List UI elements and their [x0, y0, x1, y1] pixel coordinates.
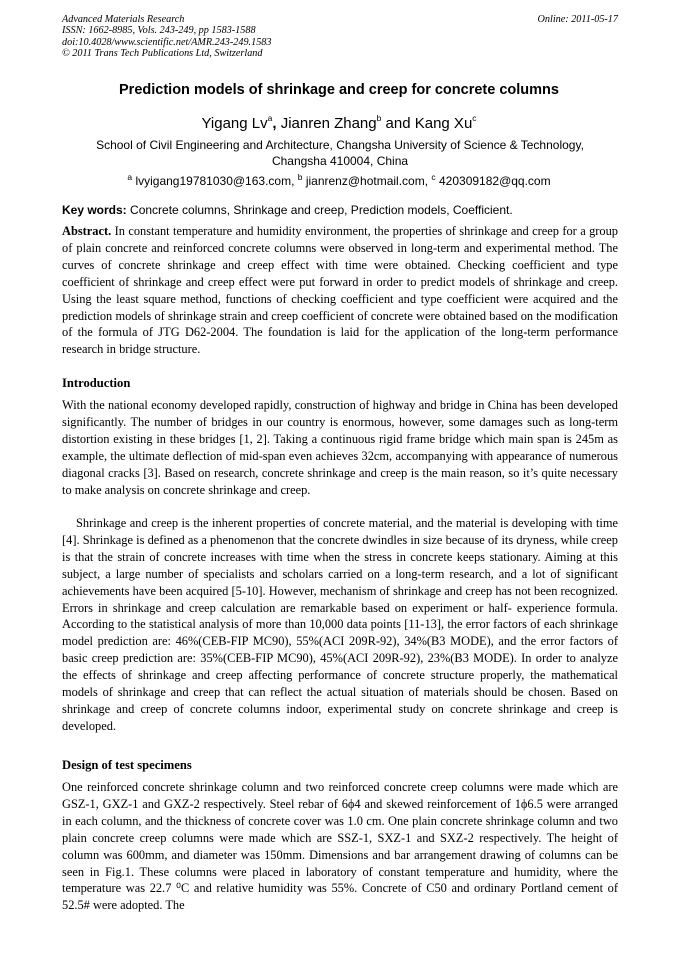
- keywords-text: Concrete columns, Shrinkage and creep, Prediction models, Coefficient.: [126, 203, 513, 217]
- journal-name: Advanced Materials Research: [62, 14, 185, 25]
- author-name: Kang Xu: [414, 115, 473, 132]
- author-superscript: c: [472, 113, 477, 123]
- journal-issn: ISSN: 1662-8985, Vols. 243-249, pp 1583-1588: [62, 25, 256, 37]
- author-separator: ,: [272, 115, 281, 132]
- email-address: lvyigang19781030@163.com: [135, 174, 292, 188]
- paper-title: Prediction models of shrinkage and creep for concrete columns: [119, 82, 559, 98]
- author-name: Yigang Lv: [201, 115, 268, 132]
- keywords: [62, 203, 618, 217]
- email-superscript: c: [431, 172, 436, 182]
- author-superscript: b: [376, 113, 382, 123]
- section-heading-design: Design of test specimens: [62, 758, 192, 772]
- journal-copyright: © 2011 Trans Tech Publications Ltd, Switzerland: [62, 48, 263, 60]
- affiliation-line: School of Civil Engineering and Architecture, Changsha University of Science & Technology,: [96, 138, 584, 152]
- design-paragraph-1: One reinforced concrete shrinkage column and two reinforced concrete creep columns were made which are GSZ-1, GXZ-1 and GXZ-2 respectively. Steel rebar of 6ϕ4 and skewed reinforcement of 1ϕ6.5 were arranged in each column, and the thickness of concrete cover was 1.0 cm. One plain concrete shrinkage column and two plain concrete creep columns were made which are SSZ-1, SXZ-1 and SXZ-2 respectively. The height of column was 600mm, and diameter was 150mm. Dimensions and bar arrangement drawing of columns can be seen in Fig.1. These columns were placed in laboratory of constant temperature and humidity, where the temperature was 22.7 ⁰C and relative humidity was 55%. Concrete of C50 and ordinary Portland cement of 52.5# were adopted. The: [62, 780, 618, 913]
- abstract-text: In constant temperature and humidity environment, the properties of shrinkage and creep for a group of plain concrete and reinforced concrete columns were observed in long-term and experimental method. The curves of concrete shrinkage and creep effect with time were obtained. Checking coefficient and type coefficient of shrinkage and creep effect were put forward in order to predict models of shrinkage and creep. Using the least square method, functions of checking coefficient and type coefficient were acquired and the prediction models of shrinkage strain and creep coefficient of concrete were obtained based on the modification of the formula of JTG D62-2004. The foundation is laid for the application of the long-term performance research in bridge structure.: [62, 224, 618, 357]
- affiliation: [62, 138, 618, 169]
- journal-header: [62, 14, 618, 60]
- author-separator: and: [381, 115, 415, 132]
- online-date: Online: 2011-05-17: [537, 14, 618, 25]
- author-emails: $^a$ lvyigang19781030@163.com, $^b$ jianrenz@hotmail.com, $^c$ 420309182@qq.com: [127, 172, 551, 188]
- author-name: Jianren Zhang: [280, 115, 377, 132]
- email-address: 420309182@qq.com: [439, 174, 551, 188]
- author-list: [40, 115, 638, 132]
- email-address: jianrenz@hotmail.com: [305, 174, 425, 188]
- author-superscript: a: [267, 113, 273, 123]
- email-superscript: b: [297, 172, 303, 182]
- introduction-paragraph-1: With the national economy developed rapidly, construction of highway and bridge in China has been developed significantly. The number of bridges in our country is enormous, however, some damages such as long-term distortion existing in these bridges [1, 2]. Taking a continuous rigid frame bridge which main span is 245m as example, the ultimate deflection of mid-span even achieves 32cm, accompanying with appearance of numerous diagonal cracks [3]. Based on research, concrete shrinkage and creep is the main reason, so it’s quite necessary to make analysis on concrete shrinkage and creep.: [62, 398, 618, 497]
- keywords-label: Key words:: [62, 203, 127, 217]
- introduction-paragraph-2: Shrinkage and creep is the inherent properties of concrete material, and the material is developing with time [4]. Shrinkage is defined as a phenomenon that the concrete dwindles in size because of its dryness, while creep is that the strain of concrete increases with time when the stress in concrete keeps stationary. Aiming at this subject, a large number of specialists and scholars carried on a long-term research, and a lot of significant achievements have been acquired [5-10]. However, mechanism of shrinkage and creep has not been recognized. Errors in shrinkage and creep calculation are remarkable based on experiment or half- experience formula. According to the statistical analysis of more than 10,000 data points [11-13], the error factors of each shrinkage model prediction are: 46%(CEB-FIP MC90), 55%(ACI 209R-92), 34%(B3 MODE), and the error factors of basic creep prediction are: 35%(CEB-FIP MC90), 45%(ACI 209R-92), 23%(B3 MODE). In order to analyze the effects of shrinkage and creep affecting performance of concrete structure properly, the mathematical models of shrinkage and creep that can reflect the actual situation of materials should be chosen. Based on shrinkage and creep of concrete columns indoor, experimental study on concrete shrinkage and creep is developed.: [62, 516, 618, 733]
- email-superscript: a: [127, 172, 133, 182]
- affiliation-line: Changsha 410004, China: [271, 153, 409, 168]
- abstract-label: Abstract.: [62, 224, 112, 238]
- journal-doi: doi:10.4028/www.scientific.net/AMR.243-249.1583: [62, 36, 272, 48]
- section-heading-introduction: Introduction: [62, 376, 131, 390]
- abstract: [62, 223, 618, 358]
